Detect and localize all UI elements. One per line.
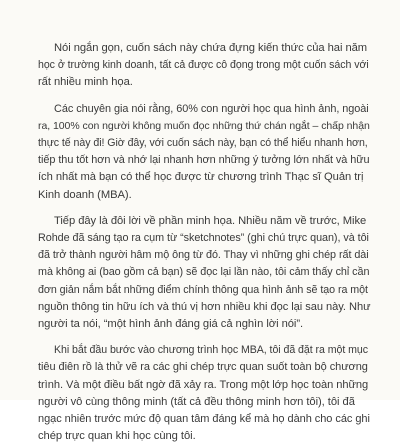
text-line: mà không ai (bao gồm cả bạn) sẽ đọc lại lần nào, tôi cảm thấy chỉ cần xyxy=(38,266,370,279)
text-line: nguồn thông tin hữu ích và thú vị hơn nhiều khi đọc lại sau này. Như xyxy=(38,300,371,313)
text-line: rất nhiều minh họa. xyxy=(38,76,133,89)
text-line: Kinh doanh (MBA). xyxy=(38,188,132,201)
text-line: Các chuyên gia nói rằng, 60% con người học qua hình ảnh, ngoài xyxy=(54,102,369,115)
text-line: học ở trường kinh doanh, tất cả được cô đọng trong một cuốn sách với xyxy=(38,59,369,72)
text-line: thực tế này đi! Giờ đây, với cuốn sách này, bạn có thể hiểu nhanh hơn, xyxy=(38,137,368,150)
paragraph-2 xyxy=(38,101,370,204)
text-line: chép trực quan khi học cùng tôi. xyxy=(38,430,196,443)
text-line: ích nhất mà bạn có thể học được từ chương trình Thạc sĩ Quản trị xyxy=(38,171,364,184)
text-line: tiêu điên rồ là thử vẽ ra các ghi chép trực quan suốt toàn bộ chương xyxy=(38,361,368,374)
text-line: trình. Và một điều bất ngờ đã xảy ra. Trong một lớp học toàn những xyxy=(38,378,369,391)
paragraph-3 xyxy=(38,213,371,333)
paragraph-4 xyxy=(38,342,370,445)
text-line: Tiếp đây là đôi lời về phần minh họa. Nhiều năm về trước, Mike xyxy=(54,214,367,227)
text-line: người ta nói, “một hình ảnh đáng giá cả nghìn lời nói”. xyxy=(38,318,304,331)
text-line: ngạc nhiên trước mức độ quan tâm đáng kể mà họ dành cho các ghi xyxy=(38,413,370,426)
text-line: Rohde đã sáng tạo ra cụm từ “sketchnotes” (ghi chú trực quan), và tôi xyxy=(38,232,369,245)
text-line: người vô cùng thông minh (tất cả đều thông minh hơn tôi), tôi đã xyxy=(38,395,355,408)
text-line: Khi bắt đầu bước vào chương trình học MBA, tôi đã đặt ra một mục xyxy=(54,344,369,357)
paragraph-1 xyxy=(38,40,369,92)
text-line: đơn giản nắm bắt những điểm chính thông qua hình ảnh sẽ tạo ra một xyxy=(38,283,368,296)
text-line: tiếp thu tốt hơn và nhớ lại nhanh hơn những ý tưởng lớn nhất và hữu xyxy=(38,154,370,167)
text-line: đã trở thành người hâm mộ ông từ đó. Thay vì những ghi chép rất dài xyxy=(38,249,369,262)
text-line: ra, 100% con người không muốn đọc những thứ chán ngắt – chấp nhận xyxy=(38,119,370,132)
text-line: Nói ngắn gọn, cuốn sách này chứa đựng kiến thức của hai năm xyxy=(54,42,368,54)
